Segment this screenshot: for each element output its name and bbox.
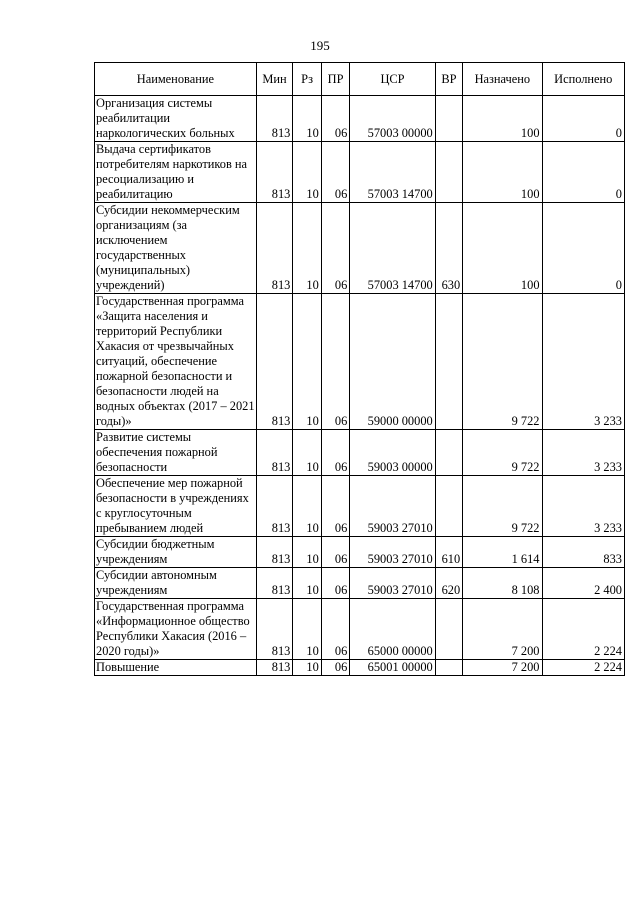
cell-assigned: 100	[463, 203, 542, 294]
cell-pr: 06	[321, 203, 349, 294]
cell-executed: 3 233	[542, 476, 624, 537]
cell-executed: 833	[542, 537, 624, 568]
table-row	[95, 568, 625, 599]
cell-rz: 10	[293, 294, 321, 430]
cell-csr: 65001 00000	[350, 660, 435, 676]
cell-assigned: 100	[463, 96, 542, 142]
cell-name: Субсидии автономным учреждениям	[95, 568, 257, 599]
header-assigned: Назначено	[463, 63, 542, 96]
table-row	[95, 203, 625, 294]
cell-name: Развитие системы обеспечения пожарной безопасности	[95, 430, 257, 476]
cell-executed: 0	[542, 96, 624, 142]
table-body	[95, 96, 625, 676]
cell-vr	[435, 476, 462, 537]
cell-csr: 59003 27010	[350, 568, 435, 599]
header-rz: Рз	[293, 63, 321, 96]
header-executed: Исполнено	[542, 63, 624, 96]
header-pr: ПР	[321, 63, 349, 96]
cell-pr: 06	[321, 430, 349, 476]
cell-rz: 10	[293, 568, 321, 599]
cell-name: Организация системы реабилитации наркологических больных	[95, 96, 257, 142]
cell-vr	[435, 599, 462, 660]
cell-csr: 57003 00000	[350, 96, 435, 142]
table-row	[95, 476, 625, 537]
cell-assigned: 1 614	[463, 537, 542, 568]
budget-table	[94, 62, 625, 676]
table-row	[95, 96, 625, 142]
header-csr: ЦСР	[350, 63, 435, 96]
cell-vr: 610	[435, 537, 462, 568]
header-min: Мин	[256, 63, 293, 96]
cell-csr: 57003 14700	[350, 203, 435, 294]
table-row	[95, 294, 625, 430]
cell-pr: 06	[321, 96, 349, 142]
cell-vr	[435, 142, 462, 203]
cell-rz: 10	[293, 203, 321, 294]
cell-name: Государственная программа «Информационное общество Республики Хакасия (2016 – 2020 годы)»	[95, 599, 257, 660]
header-name: Наименование	[95, 63, 257, 96]
table-header-row	[95, 63, 625, 96]
cell-csr: 59003 00000	[350, 430, 435, 476]
header-vr: ВР	[435, 63, 462, 96]
cell-pr: 06	[321, 568, 349, 599]
cell-executed: 3 233	[542, 430, 624, 476]
cell-name: Обеспечение мер пожарной безопасности в учреждениях с круглосуточным пребыванием людей	[95, 476, 257, 537]
cell-min: 813	[256, 203, 293, 294]
cell-csr: 59003 27010	[350, 537, 435, 568]
cell-pr: 06	[321, 660, 349, 676]
cell-pr: 06	[321, 537, 349, 568]
cell-min: 813	[256, 294, 293, 430]
page-number: 195	[310, 38, 330, 53]
cell-csr: 57003 14700	[350, 142, 435, 203]
cell-vr	[435, 96, 462, 142]
cell-min: 813	[256, 476, 293, 537]
cell-assigned: 9 722	[463, 430, 542, 476]
cell-min: 813	[256, 537, 293, 568]
cell-csr: 59000 00000	[350, 294, 435, 430]
cell-vr: 620	[435, 568, 462, 599]
cell-min: 813	[256, 430, 293, 476]
cell-rz: 10	[293, 476, 321, 537]
table-row	[95, 430, 625, 476]
cell-name: Повышение	[95, 660, 257, 676]
table-row	[95, 142, 625, 203]
cell-executed: 2 400	[542, 568, 624, 599]
cell-min: 813	[256, 142, 293, 203]
cell-executed: 2 224	[542, 599, 624, 660]
cell-rz: 10	[293, 599, 321, 660]
cell-name: Выдача сертификатов потребителям наркотиков на ресоциализацию и реабилитацию	[95, 142, 257, 203]
cell-min: 813	[256, 96, 293, 142]
cell-vr	[435, 294, 462, 430]
cell-min: 813	[256, 568, 293, 599]
cell-pr: 06	[321, 294, 349, 430]
cell-assigned: 8 108	[463, 568, 542, 599]
cell-executed: 3 233	[542, 294, 624, 430]
cell-csr: 65000 00000	[350, 599, 435, 660]
cell-min: 813	[256, 660, 293, 676]
cell-pr: 06	[321, 476, 349, 537]
table-row	[95, 537, 625, 568]
cell-pr: 06	[321, 599, 349, 660]
cell-rz: 10	[293, 660, 321, 676]
cell-min: 813	[256, 599, 293, 660]
cell-rz: 10	[293, 430, 321, 476]
cell-name: Государственная программа «Защита населения и территорий Республики Хакасия от чрезвычайных ситуаций, обеспечение пожарной безопасности и безопасности людей на водных объектах (2017 – 2021 годы)»	[96, 294, 255, 428]
cell-name: Субсидии бюджетным учреждениям	[95, 537, 257, 568]
cell-rz: 10	[293, 96, 321, 142]
cell-name: Субсидии некоммерческим организациям (за исключением государственных (муниципальных) учреждений)	[95, 203, 257, 294]
cell-rz: 10	[293, 537, 321, 568]
cell-assigned: 9 722	[463, 476, 542, 537]
cell-pr: 06	[321, 142, 349, 203]
cell-assigned: 7 200	[463, 599, 542, 660]
cell-csr: 59003 27010	[350, 476, 435, 537]
cell-vr	[435, 660, 462, 676]
cell-assigned: 7 200	[463, 660, 542, 676]
cell-assigned: 100	[463, 142, 542, 203]
table-row	[95, 599, 625, 660]
cell-vr	[435, 430, 462, 476]
cell-executed: 0	[542, 203, 624, 294]
table-row	[95, 660, 625, 676]
cell-vr: 630	[435, 203, 462, 294]
cell-rz: 10	[293, 142, 321, 203]
cell-executed: 0	[542, 142, 624, 203]
cell-executed: 2 224	[542, 660, 624, 676]
cell-assigned: 9 722	[463, 294, 542, 430]
